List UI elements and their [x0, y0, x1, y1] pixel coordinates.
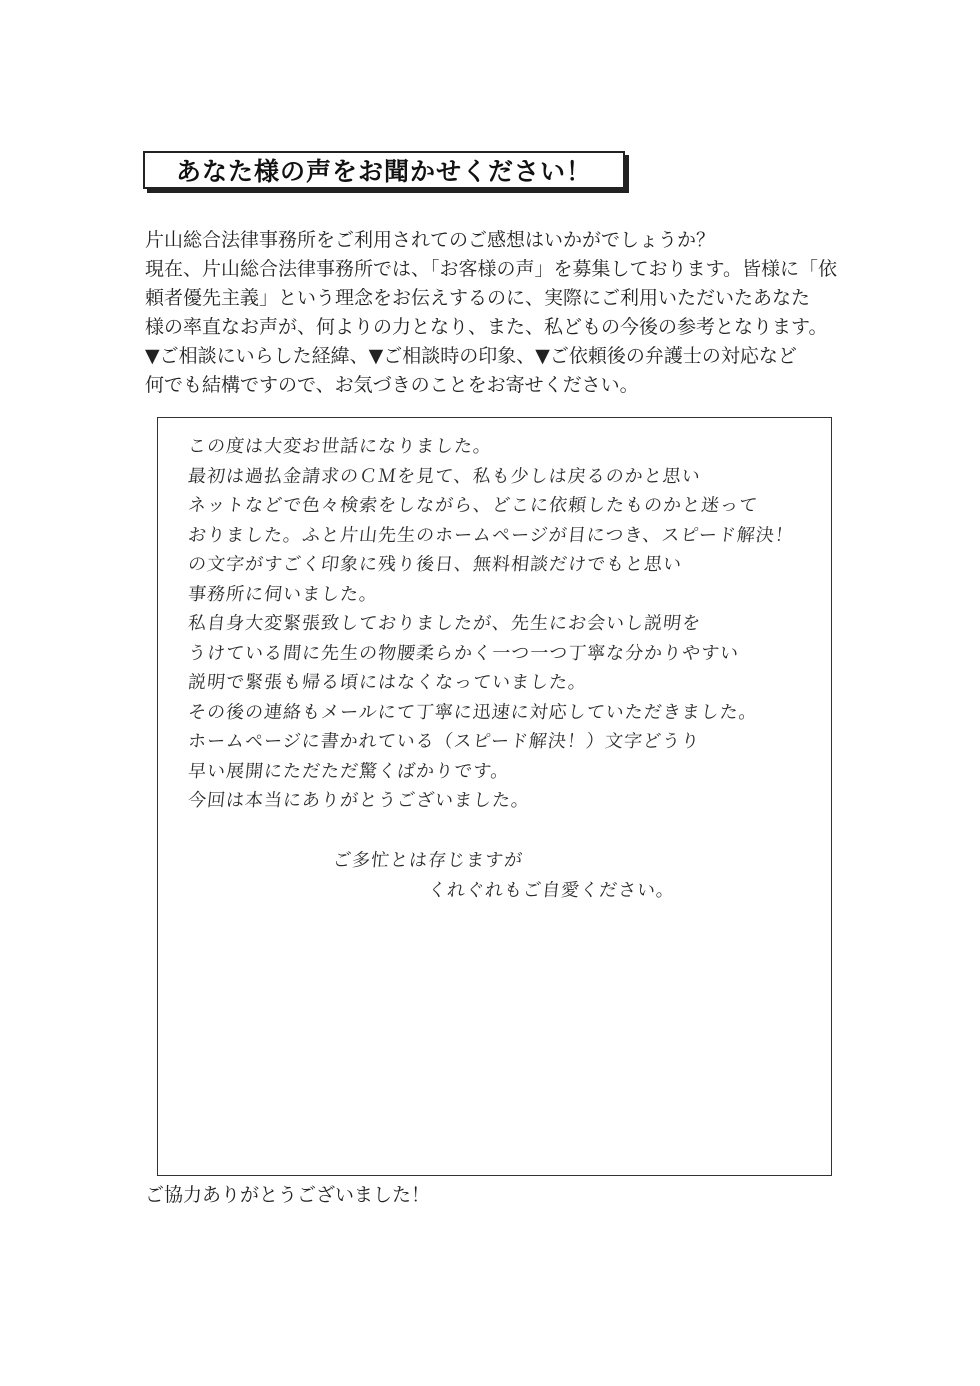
- intro-line: 何でも結構ですので、お気づきのことをお寄せください。: [145, 374, 639, 396]
- intro-line: 現在、片山総合法律事務所では、「お客様の声」を募集しております。皆様に「依: [145, 258, 837, 280]
- handwritten-line: おりました。ふと片山先生のホームページが目につき、スピード解決！: [186, 524, 795, 546]
- closing-line: ご多忙とは存じますが: [331, 850, 525, 871]
- handwritten-line: ネットなどで色々検索をしながら、どこに依頼したものかと迷って: [186, 495, 760, 516]
- handwritten-line: の文字がすごく印象に残り後日、無料相談だけでもと思い: [186, 554, 684, 575]
- handwritten-response: [188, 432, 818, 816]
- intro-line: 片山総合法律事務所をご利用されてのご感想はいかがでしょうか？: [145, 229, 716, 251]
- handwritten-closing: [333, 846, 793, 906]
- handwritten-response-box: [157, 417, 832, 1176]
- closing-line: くれぐれもご自愛ください。: [426, 880, 677, 901]
- intro-line: 様の率直なお声が、何よりの力となり、また、私どもの今後の参考となります。: [145, 316, 828, 338]
- handwritten-line: 早い展開にただただ驚くばかりです。: [186, 760, 511, 782]
- handwritten-line: 事務所に伺いました。: [186, 583, 380, 605]
- page-title-box: [143, 151, 625, 189]
- handwritten-line: その後の連絡もメールにて丁寧に迅速に対応していただきました。: [186, 701, 759, 723]
- thanks-message: ご協力ありがとうございました！: [145, 1184, 431, 1206]
- intro-text: [145, 226, 845, 400]
- page-title: あなた様の声をお聞かせください！: [175, 157, 592, 186]
- handwritten-line: 今回は本当にありがとうございました。: [186, 790, 532, 811]
- handwritten-line: 私自身大変緊張致しておりましたが、先生にお会いし説明を: [186, 613, 703, 634]
- handwritten-line: 説明で緊張も帰る頃にはなくなっていました。: [186, 672, 589, 693]
- intro-line: 頼者優先主義」という理念をお伝えするのに、実際にご利用いただいたあなた: [145, 287, 811, 309]
- intro-line: ▼ご相談にいらした経緯、▼ご相談時の印象、▼ご依頼後の弁護士の対応など: [145, 345, 797, 367]
- handwritten-line: この度は大変お世話になりました。: [186, 436, 494, 457]
- handwritten-line: 最初は過払金請求のＣＭを見て、私も少しは戻るのかと思い: [186, 465, 702, 487]
- handwritten-line: ホームページに書かれている（スピード解決！）文字どうり: [186, 731, 702, 752]
- handwritten-line: うけている間に先生の物腰柔らかく一つ一つ丁寧な分かりやすい: [186, 642, 741, 664]
